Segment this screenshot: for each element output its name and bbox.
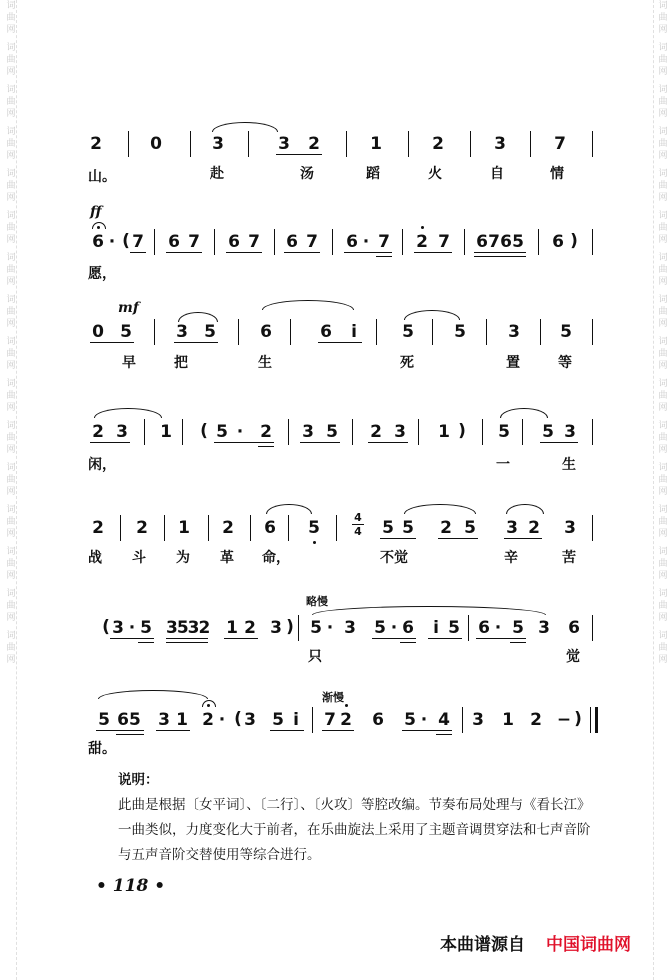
note: 6 [346,232,358,252]
tempo-marking: 渐慢 [322,691,344,704]
note: 3 [494,134,506,154]
watermark-text: 词曲网 [4,420,15,456]
watermark-text: 词曲网 [4,126,15,162]
underline-beam [380,538,416,539]
note: 7 [188,232,200,252]
slur [404,504,476,514]
lyric: 自 [490,166,504,182]
watermark-text: 词曲网 [656,630,667,666]
barline [352,419,353,445]
page-number: • 118 • [96,876,166,896]
underline-beam [476,638,526,639]
note: 2 [308,134,320,154]
note-group: 3532 [166,618,210,638]
note: 1 [438,422,450,442]
lyric: 甜。 [88,741,116,757]
note: 5 [272,710,284,730]
underline-beam-double [258,446,274,447]
note: 2 [136,518,148,538]
parenthesis: ( [234,709,242,729]
note: 1 [160,422,172,442]
note: 7 [438,232,450,252]
watermark-text: 词曲网 [4,462,15,498]
barline [432,319,433,345]
underline-beam [90,442,130,443]
watermark-text: 词曲网 [4,42,15,78]
barline [182,419,183,445]
barline [486,319,487,345]
watermark-text: 词曲网 [4,0,15,36]
note: 7 [324,710,336,730]
lyric: 死 [400,355,414,371]
underline-beam [174,342,218,343]
barline [592,319,593,345]
note-high: 2 [340,710,352,730]
underline-beam [276,154,322,155]
dynamic-marking: ff [90,204,102,220]
lyric: 情 [550,166,564,182]
barline [332,229,333,255]
watermark-text: 词曲网 [4,294,15,330]
note: 7 [132,232,144,252]
note: 5 [542,422,554,442]
slur [178,312,218,322]
note-high: i [351,322,357,342]
barline [164,515,165,541]
octave-dot-low [313,541,316,544]
barline [540,319,541,345]
lyric: 只 [308,649,322,665]
note: 2 [202,710,214,730]
underline-beam-double [474,256,526,257]
parenthesis: ( [200,421,208,441]
lyric: 革 [220,550,234,566]
note: 5 [374,618,386,638]
watermark-text: 词曲网 [656,546,667,582]
lyric: 生 [562,457,576,473]
note: 5 [140,618,152,638]
note: 2 [222,518,234,538]
slur [98,690,208,699]
note: 3 [176,322,188,342]
underline-beam [372,638,416,639]
underline-beam [156,730,190,731]
note: 6 [478,618,490,638]
note: 2 [260,422,272,442]
augmentation-dot: · [420,710,428,730]
underline-beam [474,252,526,253]
note: 3 [158,710,170,730]
barline [144,419,145,445]
lyric: 闲， [88,457,116,473]
note: 3 [212,134,224,154]
time-signature-top: 4 [354,511,362,524]
augmentation-dot: · [108,232,116,252]
underline-beam-double [376,256,392,257]
barline [482,419,483,445]
note: 2 [90,134,102,154]
dynamic-marking: mf [118,300,139,316]
note: 5 [216,422,228,442]
barline [418,419,419,445]
note: 6 [402,618,414,638]
lyric: 苦 [562,550,576,566]
barline [288,419,289,445]
watermark-text: 词曲网 [656,294,667,330]
watermark-text: 词曲网 [656,588,667,624]
note: 3 [472,710,484,730]
note-high: i [293,710,299,730]
lyric: 斗 [132,550,146,566]
barline [462,707,463,733]
underline-beam-double [166,642,208,643]
note: 5 [98,710,110,730]
slur [506,504,544,514]
note: 3 [538,618,550,638]
barline [214,229,215,255]
barline [298,615,299,641]
note: 2 [370,422,382,442]
barline [190,131,191,157]
note: 6 [92,232,104,252]
fermata-dot [207,704,210,707]
lyric: 山。 [88,169,116,185]
note: 3 [394,422,406,442]
note: 3 [302,422,314,442]
watermark-text: 词曲网 [656,336,667,372]
watermark-text: 词曲网 [4,168,15,204]
lyric: 赴 [210,166,224,182]
lyric: 蹈 [366,166,380,182]
notes-body: 此曲是根据〔女平词〕、〔二行〕、〔火攻〕等腔改编。节奏布局处理与《看长江》一曲类似，力度变化大于前者，在乐曲旋法上采用了主题音调贯穿法和七声音阶与五声音阶交替使用等综合进行。 [118,797,591,863]
octave-dot-high [345,704,348,707]
underline-beam [110,638,154,639]
lyric: 愿， [88,266,116,282]
underline-beam [130,252,146,253]
note: 2 [92,422,104,442]
note: 1 [226,618,238,638]
underline-beam [414,252,452,253]
note: 3 [564,518,576,538]
barline [468,615,469,641]
note-high: i [433,618,439,638]
augmentation-dot: · [494,618,502,638]
note: 6 [476,232,488,252]
underline-beam-double [436,734,452,735]
barline [408,131,409,157]
barline [288,515,289,541]
note: 3 [116,422,128,442]
note: 1 [178,518,190,538]
note: 7 [378,232,390,252]
barline [336,515,337,541]
watermark-text: 词曲网 [4,504,15,540]
lyric: 辛 [504,550,518,566]
lyric: 汤 [300,166,314,182]
note: 5 [120,322,132,342]
note: 0 [92,322,104,342]
barline [290,319,291,345]
note: 6 [260,322,272,342]
note: 3 [508,322,520,342]
parenthesis: ) [570,231,578,251]
underline-beam [368,442,408,443]
lyric: 置 [506,355,520,371]
watermark-text: 词曲网 [656,462,667,498]
note: 0 [150,134,162,154]
augmentation-dot: · [362,232,370,252]
slur [266,504,312,514]
source-site[interactable]: 中国词曲网 [546,935,631,955]
parenthesis: ( [102,617,110,637]
dash: − [556,710,572,730]
note: 6 [372,710,384,730]
note: 5 [448,618,460,638]
underline-beam [344,252,392,253]
note: 5 [326,422,338,442]
note: 5 [464,518,476,538]
watermark-text: 词曲网 [656,0,667,36]
watermark-text: 词曲网 [4,210,15,246]
octave-dot-high [421,226,424,229]
watermark-text: 词曲网 [656,210,667,246]
underline-beam-double [138,642,154,643]
tempo-marking: 略慢 [306,595,328,608]
note: 7 [248,232,260,252]
underline-beam [402,730,452,731]
note: 5 [512,618,524,638]
note: 6 [500,232,512,252]
underline-beam [166,252,202,253]
augmentation-dot: · [390,618,398,638]
barline [592,615,593,641]
note: 6 [568,618,580,638]
watermark-text: 词曲网 [4,546,15,582]
watermark-text: 词曲网 [4,378,15,414]
note: 2 [530,710,542,730]
note: 5 [454,322,466,342]
parenthesis: ( [122,231,130,251]
underline-beam [90,342,134,343]
barline [592,131,593,157]
note: 5 [308,518,320,538]
slur [500,408,548,418]
barline [592,419,593,445]
note: 2 [440,518,452,538]
fermata-dot [97,226,100,229]
note: 1 [176,710,188,730]
barline [470,131,471,157]
augmentation-dot: · [326,618,334,638]
slur [94,408,162,418]
lyric: 一 [496,457,510,473]
barline [376,319,377,345]
note: 5 [204,322,216,342]
barline [592,515,593,541]
barline [154,319,155,345]
note: 7 [306,232,318,252]
augmentation-dot: · [218,710,226,730]
underline-beam [166,638,208,639]
barline [464,229,465,255]
underline-beam [214,442,274,443]
note: 2 [92,518,104,538]
underline-beam [322,730,354,731]
note-high: 2 [416,232,428,252]
note: 3 [506,518,518,538]
barline [154,229,155,255]
underline-beam-double [510,642,526,643]
augmentation-dot: · [128,618,136,638]
barline [522,419,523,445]
note: 5 [402,322,414,342]
barline [402,229,403,255]
watermark-text: 词曲网 [656,168,667,204]
note: 3 [278,134,290,154]
barline [128,131,129,157]
note: 5 [404,710,416,730]
lyric: 战 [88,550,102,566]
underline-beam [438,538,478,539]
underline-beam [504,538,542,539]
watermark-text: 词曲网 [656,126,667,162]
note: 5 [498,422,510,442]
barline [250,515,251,541]
note: 6 [286,232,298,252]
lyric: 火 [428,166,442,182]
note: 2 [528,518,540,538]
notes-section [118,768,598,868]
lyric: 命， [262,550,290,566]
underline-beam [270,730,304,731]
watermark-text: 词曲网 [4,252,15,288]
watermark-text: 词曲网 [656,420,667,456]
slur [262,300,354,310]
note: 5 [560,322,572,342]
lyric: 等 [558,355,572,371]
watermark-text: 词曲网 [4,84,15,120]
barline [592,229,593,255]
watermark-text: 词曲网 [656,84,667,120]
note: 3 [564,422,576,442]
barline [538,229,539,255]
note: 5 [382,518,394,538]
final-barline [590,707,598,733]
note: 6 [320,322,332,342]
barline [238,319,239,345]
lyric: 不觉 [380,550,408,566]
watermark-text: 词曲网 [4,630,15,666]
slur [312,606,546,615]
note: 6 [552,232,564,252]
note: 6 [228,232,240,252]
source-label: 本曲谱源自 [440,935,525,955]
note: 6 [264,518,276,538]
barline [120,515,121,541]
parenthesis: ) [574,709,582,729]
parenthesis: ) [458,421,466,441]
barline [530,131,531,157]
time-signature-bottom: 4 [354,525,362,538]
barline [248,131,249,157]
underline-beam [428,638,462,639]
underline-beam [540,442,578,443]
note: 1 [502,710,514,730]
note: 3 [112,618,124,638]
note-group: 65 [117,710,141,730]
watermark-text: 词曲网 [656,378,667,414]
note: 5 [402,518,414,538]
note: 2 [244,618,256,638]
barline [346,131,347,157]
underline-beam [284,252,320,253]
watermark-text: 词曲网 [656,504,667,540]
notes-title: 说明： [118,772,159,788]
note: 3 [244,710,256,730]
note: 7 [554,134,566,154]
lyric: 觉 [566,649,580,665]
note: 3 [344,618,356,638]
lyric: 为 [176,550,190,566]
underline-beam [224,638,258,639]
underline-beam [226,252,262,253]
note: 1 [370,134,382,154]
watermark-text: 词曲网 [656,42,667,78]
watermark-text: 词曲网 [4,336,15,372]
underline-beam-double [400,642,416,643]
underline-beam [318,342,362,343]
underline-beam-double [116,734,144,735]
underline-beam [300,442,340,443]
lyric: 把 [174,355,188,371]
lyric: 早 [122,355,136,371]
note: 3 [270,618,282,638]
barline [312,707,313,733]
note: 5 [310,618,322,638]
barline [274,229,275,255]
note: 6 [168,232,180,252]
note: 4 [438,710,450,730]
slur [212,122,278,132]
note: 2 [432,134,444,154]
parenthesis: ) [286,617,294,637]
note: 5 [512,232,524,252]
note: 7 [488,232,500,252]
watermark-text: 词曲网 [656,252,667,288]
barline [208,515,209,541]
augmentation-dot: · [236,422,244,442]
watermark-text: 词曲网 [4,588,15,624]
underline-beam [96,730,144,731]
lyric: 生 [258,355,272,371]
